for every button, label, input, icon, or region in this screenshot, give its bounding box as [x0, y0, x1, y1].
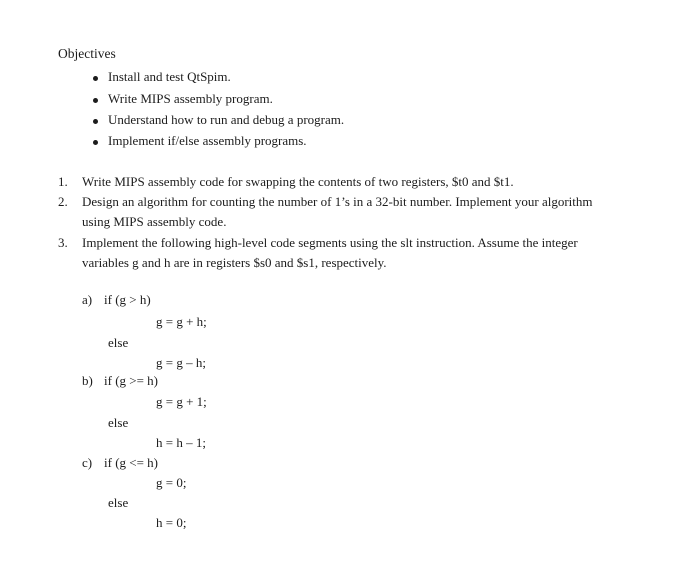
- segment-else-statement: g = g – h;: [156, 355, 206, 370]
- segment-then-statement: g = 0;: [156, 475, 187, 490]
- bullet-icon: [93, 119, 98, 124]
- segment-then-statement: g = g + h;: [156, 314, 207, 329]
- segment-then-statement: g = g + 1;: [156, 394, 207, 409]
- question-text-continued: using MIPS assembly code.: [82, 214, 227, 229]
- question-text: Implement the following high-level code segments using the slt instruction. Assume the integer: [82, 235, 578, 250]
- segment-else-keyword: else: [108, 335, 129, 350]
- segment-else-keyword: else: [108, 495, 129, 510]
- objective-item: Install and test QtSpim.: [108, 69, 231, 84]
- objectives-heading: Objectives: [58, 46, 116, 61]
- objective-item: Implement if/else assembly programs.: [108, 133, 307, 148]
- question-number: 1.: [58, 174, 68, 189]
- bullet-icon: [93, 98, 98, 103]
- segment-label: c): [82, 455, 93, 470]
- question-text: Write MIPS assembly code for swapping the contents of two registers, $t0 and $t1.: [82, 174, 514, 189]
- segment-else-keyword: else: [108, 415, 129, 430]
- segment-condition: if (g >= h): [104, 373, 159, 388]
- segment-condition: if (g <= h): [104, 455, 159, 470]
- question-number: 3.: [58, 235, 68, 250]
- segment-else-statement: h = 0;: [156, 515, 187, 530]
- segment-else-statement: h = h – 1;: [156, 435, 206, 450]
- segment-condition: if (g > h): [104, 292, 151, 307]
- bullet-icon: [93, 140, 98, 145]
- objective-item: Understand how to run and debug a program.: [108, 112, 345, 127]
- question-text: Design an algorithm for counting the number of 1’s in a 32-bit number. Implement your algorithm: [82, 194, 593, 209]
- segment-label: b): [82, 373, 93, 388]
- bullet-icon: [93, 76, 98, 81]
- segment-label: a): [82, 292, 93, 307]
- question-number: 2.: [58, 194, 68, 209]
- question-text-continued: variables g and h are in registers $s0 and $s1, respectively.: [82, 255, 387, 270]
- objective-item: Write MIPS assembly program.: [108, 91, 273, 106]
